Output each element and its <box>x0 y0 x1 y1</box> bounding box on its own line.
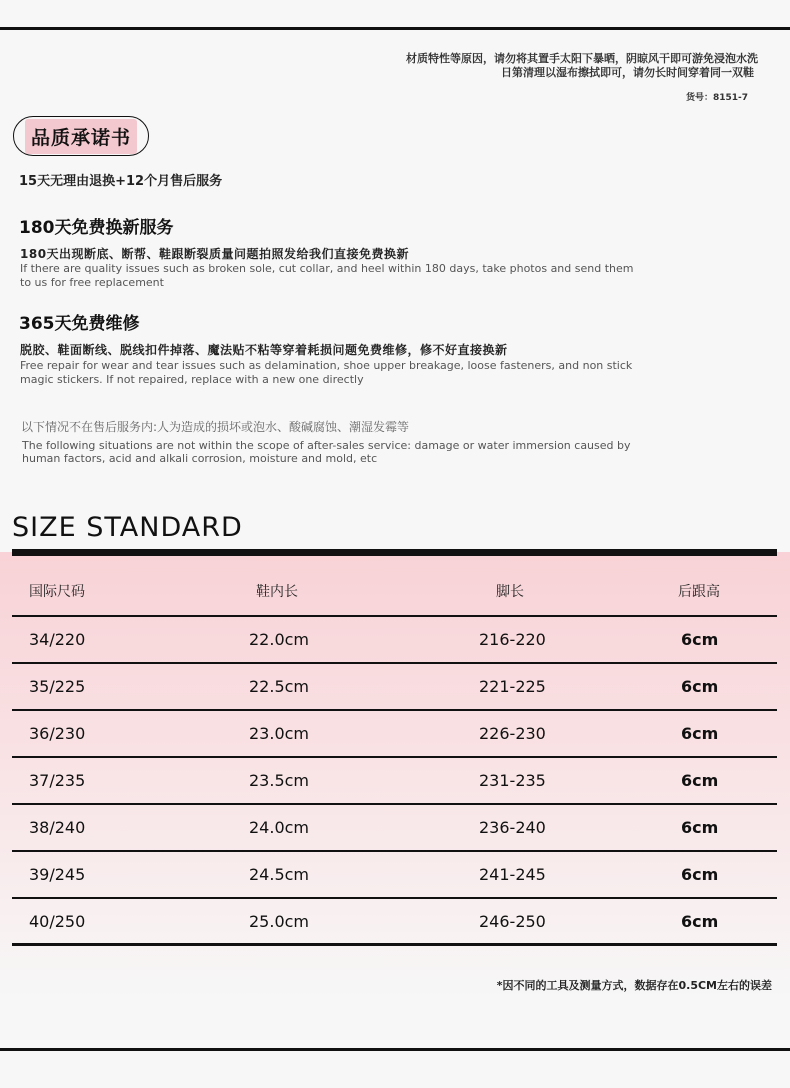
cell-foot-length: 241-245 <box>479 865 546 884</box>
top-divider <box>0 27 790 30</box>
cell-inner-length: 24.0cm <box>249 818 310 837</box>
replacement-title: 180天免费换新服务 <box>19 218 174 238</box>
table-row <box>12 711 777 758</box>
cell-inner-length: 23.5cm <box>249 771 310 790</box>
cell-foot-length: 236-240 <box>479 818 546 837</box>
cell-inner-length: 24.5cm <box>249 865 310 884</box>
care-line-2: 日第清理以湿布擦拭即可，请勿长时间穿着同一双鞋 <box>501 66 754 79</box>
measurement-note: *因不同的工具及测量方式，数据存在0.5CM左右的误差 <box>496 979 772 992</box>
replacement-desc-cn: 180天出现断底、断帮、鞋跟断裂质量问题拍照发给我们直接免费换新 <box>20 247 410 261</box>
cell-foot-length: 221-225 <box>479 677 546 696</box>
cell-size: 39/245 <box>29 865 86 884</box>
cell-foot-length: 216-220 <box>479 630 546 649</box>
cell-inner-length: 23.0cm <box>249 724 310 743</box>
replacement-desc-en: If there are quality issues such as broken sole, cut collar, and heel within 180 days, take photos and send them to us for free replacement <box>20 262 634 289</box>
table-row <box>12 758 777 805</box>
cell-size: 35/225 <box>29 677 86 696</box>
exclusions-en: The following situations are not within the scope of after-sales service: damage or water immersion caused by human factors, acid and alkali corrosion, moisture and mold, etc <box>22 439 631 465</box>
cell-heel-height: 6cm <box>681 724 719 743</box>
size-standard-title: SIZE STANDARD <box>12 512 243 543</box>
table-row <box>12 805 777 852</box>
exclusions-cn: 以下情况不在售后服务内:人为造成的损坏或泡水、酸碱腐蚀、潮湿发霉等 <box>21 420 410 434</box>
table-row <box>12 617 777 664</box>
cell-heel-height: 6cm <box>681 911 719 931</box>
cell-inner-length: 25.0cm <box>249 911 310 931</box>
return-policy: 15天无理由退换+12个月售后服务 <box>19 174 223 189</box>
size-table-header <box>12 566 777 617</box>
care-instructions <box>406 52 758 80</box>
table-row <box>12 852 777 899</box>
cell-size: 37/235 <box>29 771 86 790</box>
cell-heel-height: 6cm <box>681 818 719 837</box>
header-foot-length: 脚长 <box>496 583 524 600</box>
cell-size: 40/250 <box>29 911 86 931</box>
table-row <box>12 899 777 946</box>
cell-foot-length: 246-250 <box>479 911 546 931</box>
care-line-1: 材质特性等原因，请勿将其置手太阳下暴晒，阴晾风干即可游免浸泡水洗 <box>406 52 758 65</box>
header-intl-size: 国际尺码 <box>29 583 85 600</box>
cell-size: 38/240 <box>29 818 86 837</box>
quality-promise-badge <box>13 116 149 156</box>
header-heel-height: 后跟高 <box>678 583 720 600</box>
cell-inner-length: 22.5cm <box>249 677 310 696</box>
size-title-bar <box>12 549 777 556</box>
repair-title: 365天免费维修 <box>19 314 140 334</box>
bottom-divider <box>0 1048 790 1051</box>
cell-foot-length: 226-230 <box>479 724 546 743</box>
repair-desc-cn: 脱胶、鞋面断线、脱线扣件掉落、魔法贴不粘等穿着耗损问题免费维修，修不好直接换新 <box>20 343 508 357</box>
cell-heel-height: 6cm <box>681 630 719 649</box>
cell-heel-height: 6cm <box>681 677 719 696</box>
size-table <box>12 566 777 946</box>
cell-inner-length: 22.0cm <box>249 630 310 649</box>
cell-foot-length: 231-235 <box>479 771 546 790</box>
table-row <box>12 664 777 711</box>
cell-size: 34/220 <box>29 630 86 649</box>
cell-size: 36/230 <box>29 724 86 743</box>
quality-promise-title: 品质承诺书 <box>25 119 137 154</box>
cell-heel-height: 6cm <box>681 865 719 884</box>
repair-desc-en: Free repair for wear and tear issues such as delamination, shoe upper breakage, loose fasteners, and non stick magic stickers. If not repaired, replace with a new one directly <box>20 359 633 386</box>
cell-heel-height: 6cm <box>681 771 719 790</box>
sku-number: 货号：8151-7 <box>685 93 748 103</box>
header-inner-length: 鞋内长 <box>256 583 298 600</box>
